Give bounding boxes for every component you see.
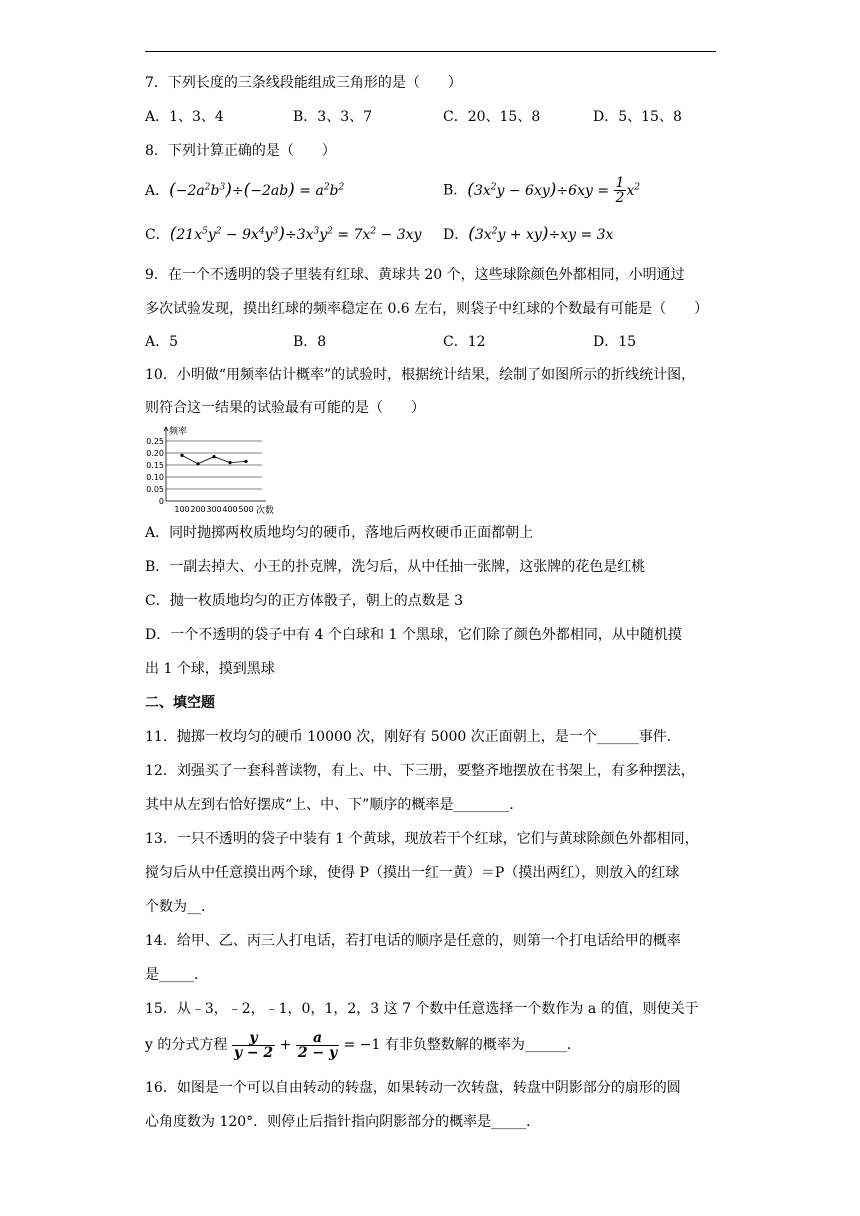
chart-x-tick-label: 300	[206, 505, 222, 514]
header-rule	[145, 51, 716, 52]
q10-line-1: 10．小明做“用频率估计概率”的试验时，根据统计结果，绘制了如图所示的折线统计图，	[145, 367, 696, 383]
q8-option-a-formula: $(-2a^2b^3)\div(-2ab) = a^2b^2$	[169, 180, 345, 200]
q7-stem: 7．下列长度的三条线段能组成三角形的是（ ）	[145, 75, 462, 91]
q8-option-a	[145, 180, 344, 201]
q7-option-d: D．5、15、8	[593, 109, 682, 125]
q7-option-b: B．3、3、7	[293, 109, 373, 125]
section-title: 二、填空题	[145, 695, 215, 711]
q8-option-c-formula: $(21x^5y^2 - 9x^4y^3)\div 3x^3y^2 = 7x^2 - 3xy$	[169, 224, 422, 244]
chart-y-tick-label: 0.05	[146, 485, 164, 494]
q12-line-1: 12．刘强买了一套科普读物，有上、中、下三册，要整齐地摆放在书架上，有多种摆法，	[145, 763, 695, 779]
q7-option-c: C．20、15、8	[443, 109, 541, 125]
q10-line-2: 则符合这一结果的试验最有可能的是（ ）	[145, 400, 425, 416]
chart-x-tick-label: 200	[190, 505, 206, 514]
q14-line-2: 是_____．	[145, 967, 208, 983]
q8-option-d-formula: $(3x^2y + xy)\div xy = 3x$	[468, 224, 614, 244]
q9-option-a: A．5	[145, 334, 179, 350]
chart-y-tick-label: 0	[158, 497, 164, 506]
q8-option-c-label: C．	[145, 227, 170, 243]
q8-option-a-label: A．	[145, 183, 170, 199]
q15-fraction-2: $\frac{a}{2 - y}$	[297, 1029, 338, 1061]
q15-fraction-1: $\frac{y}{y - 2}$	[233, 1029, 274, 1061]
q9-option-b: B．8	[293, 334, 327, 350]
q13-line-1: 13．一只不透明的袋子中装有 1 个黄球，现放若干个红球，它们与黄球除颜色外都相同，	[145, 831, 699, 847]
chart-x-tick-label: 400	[222, 505, 238, 514]
q8-option-b-label: B．	[443, 182, 468, 199]
frequency-line-chart	[140, 424, 290, 518]
q15-line-2-post: 有非负整数解的概率为______．	[384, 1037, 581, 1053]
q8-option-d	[443, 224, 613, 245]
q10-option-d: D．一个不透明的袋子中有 4 个白球和 1 个黑球，它们除了颜色外都相同，从中随机摸	[145, 627, 682, 643]
chart-x-tick-label: 500	[238, 505, 254, 514]
chart-y-tick-label: 0.10	[146, 473, 164, 482]
q15-line-2-pre: y 的分式方程	[145, 1037, 228, 1053]
chart-data-point	[196, 462, 199, 465]
chart-data-point	[228, 461, 231, 464]
q8-option-b	[443, 176, 640, 205]
q9-line-1: 9．在一个不透明的袋子里装有红球、黄球共 20 个，这些球除颜色外都相同，小明通过	[145, 267, 685, 283]
chart-y-tick-label: 0.20	[146, 449, 164, 458]
q13-line-2: 搅匀后从中任意摸出两个球，使得 P（摸出一红一黄）＝P（摸出两红），则放入的红球	[145, 865, 680, 881]
q13-line-3: 个数为__．	[145, 899, 215, 915]
q8-option-b-formula: $(3x^2y - 6xy)\div 6xy$ = $\frac{1}{2}$ $x^2$	[467, 175, 641, 206]
q15-line-1: 15．从﹣3，﹣2，﹣1，0，1，2，3 这 7 个数中任意选择一个数作为 a 的值，则使关于	[145, 1001, 699, 1017]
q9-option-c: C．12	[443, 334, 486, 350]
q10-option-a: A．同时抛掷两枚质地均匀的硬币，落地后两枚硬币正面都朝上	[145, 525, 534, 541]
chart-y-tick-label: 0.15	[146, 461, 164, 470]
q10-option-c: C．抛一枚质地均匀的正方体骰子，朝上的点数是 3	[145, 593, 464, 609]
q8-option-c	[145, 224, 421, 245]
chart-data-point	[244, 460, 247, 463]
q10-option-d-cont: 出 1 个球，摸到黑球	[145, 661, 275, 677]
q9-line-2: 多次试验发现，摸出红球的频率稳定在 0.6 左右，则袋子中红球的个数最有可能是（ ）	[145, 301, 709, 317]
q7-option-a: A．1、3、4	[145, 109, 224, 125]
chart-y-tick-label: 0.25	[146, 437, 164, 446]
q12-line-2: 其中从左到右恰好摆成“上、中、下”顺序的概率是________．	[145, 797, 524, 813]
chart-x-axis-label: 次数	[256, 506, 275, 516]
chart-x-tick-label: 100	[174, 505, 190, 514]
chart-y-axis-label: 频率	[169, 427, 188, 437]
q15-line-2: y 的分式方程 $\frac{y}{y - 2}$ + $\frac{a}{2 - y}$ = −1 有非负整数解的概率为______．	[145, 1029, 581, 1061]
chart-data-point	[212, 455, 215, 458]
q9-option-d: D．15	[593, 334, 637, 350]
q16-line-2: 心角度数为 120°．则停止后指针指向阴影部分的概率是_____．	[145, 1114, 541, 1130]
chart-data-point	[180, 454, 183, 457]
q8-option-d-label: D．	[443, 227, 469, 243]
q16-line-1: 16．如图是一个可以自由转动的转盘，如果转动一次转盘，转盘中阴影部分的扇形的圆	[145, 1080, 681, 1096]
q14-line-1: 14．给甲、乙、丙三人打电话，若打电话的顺序是任意的，则第一个打电话给甲的概率	[145, 933, 681, 949]
q11-text: 11．抛掷一枚均匀的硬币 10000 次，刚好有 5000 次正面朝上，是一个______事件．	[145, 729, 681, 745]
q8-stem: 8．下列计算正确的是（ ）	[145, 143, 336, 159]
q10-option-b: B．一副去掉大、小王的扑克牌，洗匀后，从中任抽一张牌，这张牌的花色是红桃	[145, 559, 646, 575]
